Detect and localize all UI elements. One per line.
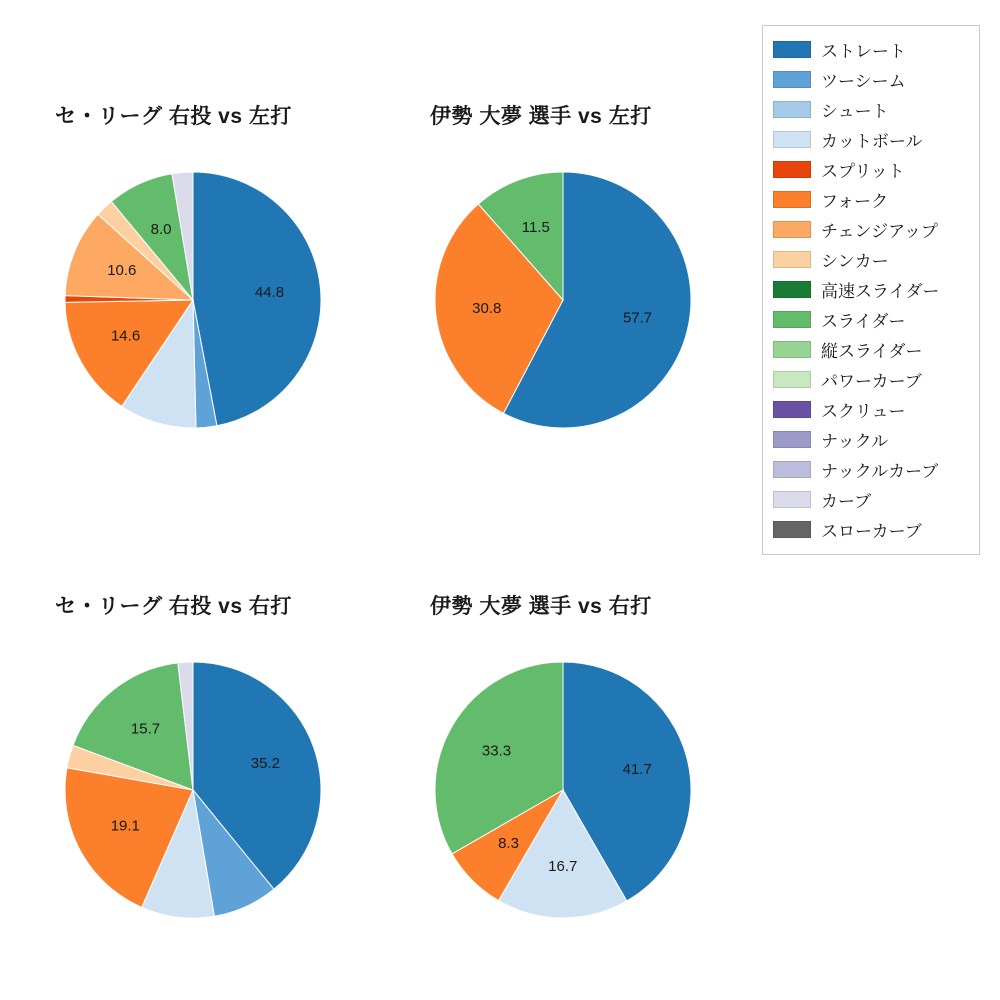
pie-slice-label: 30.8 <box>472 300 502 318</box>
pie-slice-label: 44.8 <box>254 283 285 301</box>
pie-slice-label: 11.5 <box>521 219 550 237</box>
chart-title-0: セ・リーグ 右投 vs 左打 <box>55 105 292 128</box>
pie-chart-0 <box>48 155 338 445</box>
legend-swatch-12 <box>773 401 811 418</box>
legend-swatch-13 <box>773 431 811 448</box>
pie-chart-2 <box>48 645 338 935</box>
legend-swatch-10 <box>773 341 811 358</box>
pie-slice-label: 41.7 <box>622 761 652 779</box>
legend-swatch-5 <box>773 191 811 208</box>
pie-slice-label: 8.3 <box>498 835 519 853</box>
legend-item <box>773 304 969 334</box>
legend <box>762 25 980 555</box>
legend-item <box>773 64 969 94</box>
pie-slice-label: 14.6 <box>110 327 141 345</box>
legend-item <box>773 154 969 184</box>
legend-item <box>773 94 969 124</box>
chart-title-1: 伊勢 大夢 選手 vs 左打 <box>430 105 652 128</box>
legend-swatch-14 <box>773 461 811 478</box>
pie-slice-label: 10.6 <box>107 262 137 280</box>
legend-item <box>773 484 969 514</box>
pie-slice-label: 8.0 <box>150 221 172 239</box>
legend-swatch-6 <box>773 221 811 238</box>
legend-label-8: 高速スライダー <box>821 281 940 301</box>
legend-label-11: パワーカーブ <box>821 371 922 391</box>
legend-swatch-0 <box>773 41 811 58</box>
legend-swatch-2 <box>773 101 811 118</box>
legend-label-7: シンカー <box>821 251 889 271</box>
legend-swatch-11 <box>773 371 811 388</box>
pie-slice-label: 16.7 <box>548 857 578 875</box>
legend-label-9: スライダー <box>821 311 906 331</box>
legend-label-3: カットボール <box>821 131 923 151</box>
legend-item <box>773 184 969 214</box>
legend-label-0: ストレート <box>821 41 906 61</box>
pie-chart-1 <box>418 155 708 445</box>
legend-item <box>773 424 969 454</box>
legend-label-10: 縦スライダー <box>821 341 923 361</box>
legend-swatch-16 <box>773 521 811 538</box>
legend-label-2: シュート <box>821 101 889 121</box>
legend-item <box>773 394 969 424</box>
legend-item <box>773 454 969 484</box>
legend-item <box>773 124 969 154</box>
legend-swatch-15 <box>773 491 811 508</box>
legend-swatch-3 <box>773 131 811 148</box>
legend-item <box>773 34 969 64</box>
pie-slice-label: 33.3 <box>481 742 512 760</box>
legend-item <box>773 334 969 364</box>
legend-swatch-8 <box>773 281 811 298</box>
chart-title-3: 伊勢 大夢 選手 vs 右打 <box>430 595 652 618</box>
pie-slice-label: 15.7 <box>130 720 161 738</box>
pie-slice-label: 57.7 <box>622 309 653 327</box>
legend-label-6: チェンジアップ <box>821 221 938 241</box>
legend-item <box>773 514 969 544</box>
legend-swatch-7 <box>773 251 811 268</box>
pie-chart-3 <box>418 645 708 935</box>
legend-label-5: フォーク <box>821 191 889 211</box>
chart-title-2: セ・リーグ 右投 vs 右打 <box>55 595 292 618</box>
legend-item <box>773 364 969 394</box>
legend-swatch-4 <box>773 161 811 178</box>
legend-label-1: ツーシーム <box>821 71 906 91</box>
pie-slice-label: 19.1 <box>110 817 140 835</box>
legend-label-4: スプリット <box>821 161 905 181</box>
legend-swatch-9 <box>773 311 811 328</box>
legend-item <box>773 244 969 274</box>
pie-slice-label: 35.2 <box>250 755 280 773</box>
legend-label-15: カーブ <box>821 491 872 511</box>
legend-label-14: ナックルカーブ <box>821 461 939 481</box>
legend-swatch-1 <box>773 71 811 88</box>
legend-item <box>773 274 969 304</box>
legend-label-16: スローカーブ <box>821 521 922 541</box>
legend-label-12: スクリュー <box>821 401 906 421</box>
legend-label-13: ナックル <box>821 431 889 451</box>
legend-item <box>773 214 969 244</box>
